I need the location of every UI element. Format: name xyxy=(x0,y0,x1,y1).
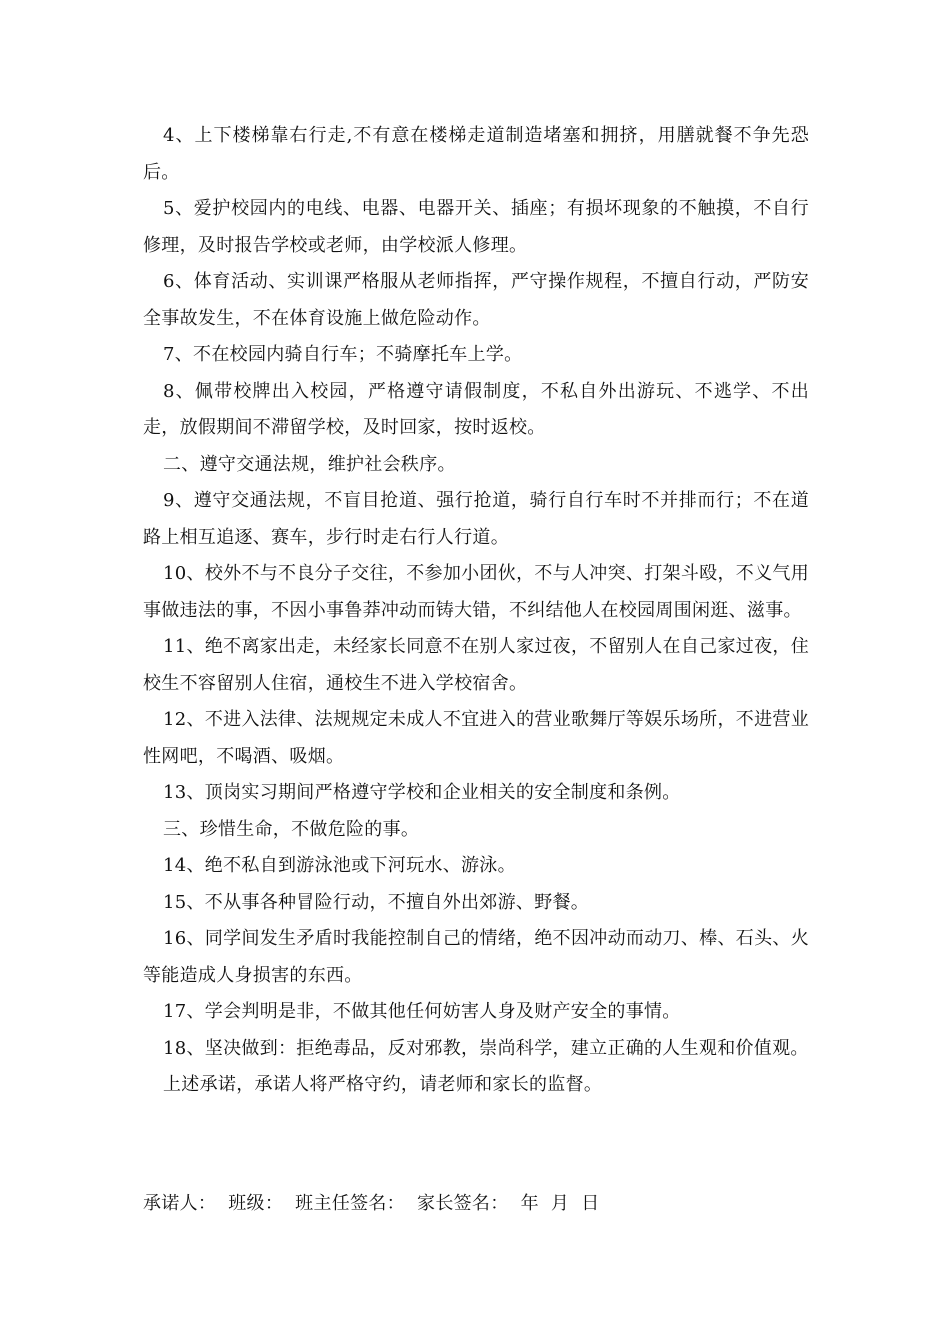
pledge-body xyxy=(143,118,809,1104)
paragraph-item-5: 5、爱护校园内的电线、电器、电器开关、插座；有损坏现象的不触摸，不自行修理，及时报告学校或老师，由学校派人修理。 xyxy=(143,198,809,256)
section-heading-2: 二、遵守交通法规，维护社会秩序。 xyxy=(163,453,456,475)
paragraph-item-17: 17、学会判明是非，不做其他任何妨害人身及财产安全的事情。 xyxy=(163,1001,681,1022)
paragraph-item-4: 4、上下楼梯靠右行走,不有意在楼梯走道制造堵塞和拥挤，用膳就餐不争先恐后。 xyxy=(143,125,809,183)
signature-line: 承诺人： 班级： 班主任签名： 家长签名： 年 月 日 xyxy=(143,1193,600,1214)
paragraph-item-12: 12、不进入法律、法规规定未成人不宜进入的营业歌舞厅等娱乐场所，不进营业性网吧，不喝酒、吸烟。 xyxy=(143,709,809,767)
section-heading-3: 三、珍惜生命，不做危险的事。 xyxy=(163,818,420,840)
paragraph-item-15: 15、不从事各种冒险行动，不擅自外出郊游、野餐。 xyxy=(163,891,590,913)
closing-statement: 上述承诺，承诺人将严格守约，请老师和家长的监督。 xyxy=(163,1074,603,1095)
paragraph-item-16: 16、同学间发生矛盾时我能控制自己的情绪，绝不因冲动而动刀、棒、石头、火等能造成人身损害的东西。 xyxy=(143,928,809,986)
paragraph-item-6: 6、体育活动、实训课严格服从老师指挥，严守操作规程，不擅自行动，严防安全事故发生，不在体育设施上做危险动作。 xyxy=(143,271,809,329)
paragraph-item-8: 8、佩带校牌出入校园，严格遵守请假制度，不私自外出游玩、不逃学、不出走，放假期间不滞留学校，及时回家，按时返校。 xyxy=(143,380,809,438)
paragraph-item-10: 10、校外不与不良分子交往，不参加小团伙，不与人冲突、打架斗殴，不义气用事做违法的事，不因小事鲁莽冲动而铸大错，不纠结他人在校园周围闲逛、滋事。 xyxy=(143,563,809,621)
paragraph-item-11: 11、绝不离家出走，未经家长同意不在别人家过夜，不留别人在自己家过夜，住校生不容留别人住宿，通校生不进入学校宿舍。 xyxy=(143,636,809,694)
paragraph-item-14: 14、绝不私自到游泳池或下河玩水、游泳。 xyxy=(163,855,516,876)
paragraph-item-13: 13、顶岗实习期间严格遵守学校和企业相关的安全制度和条例。 xyxy=(163,782,681,803)
paragraph-item-18: 18、坚决做到：拒绝毒品，反对邪教，崇尚科学，建立正确的人生观和价值观。 xyxy=(163,1037,809,1059)
paragraph-item-9: 9、遵守交通法规，不盲目抢道、强行抢道，骑行自行车时不并排而行；不在道路上相互追逐、赛车，步行时走右行人行道。 xyxy=(143,490,809,548)
paragraph-item-7: 7、不在校园内骑自行车；不骑摩托车上学。 xyxy=(163,344,523,365)
